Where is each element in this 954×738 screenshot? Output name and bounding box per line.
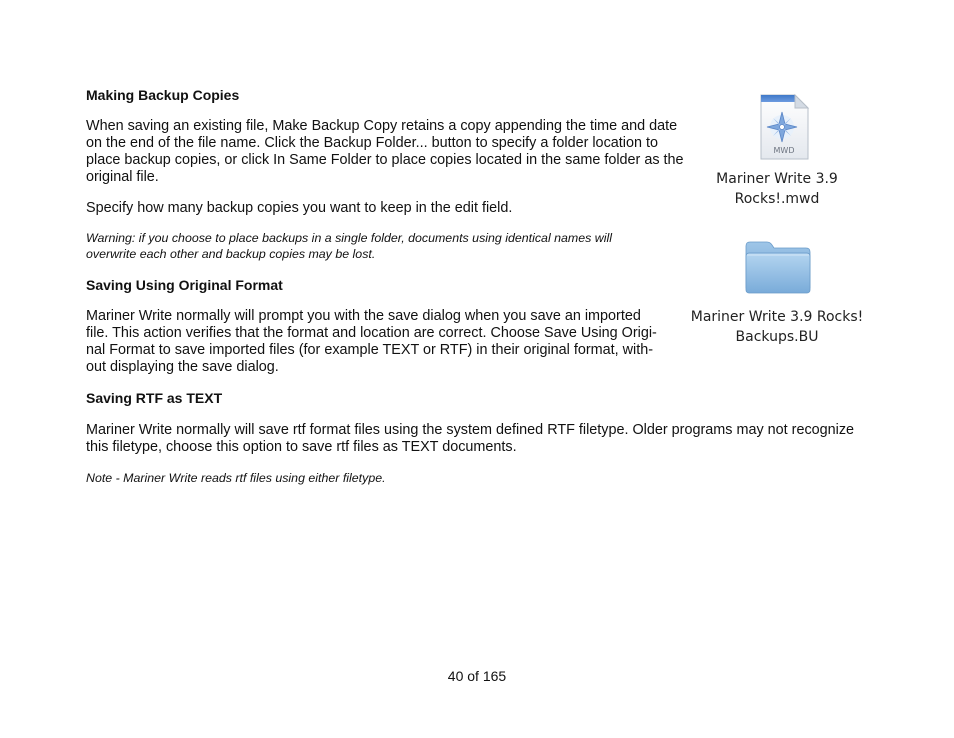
caption-line: Backups.BU (735, 329, 819, 345)
rtf-note: Note - Mariner Write reads rtf files using either filetype. (86, 471, 386, 485)
text-line: out displaying the save dialog. (86, 359, 279, 375)
folder-icon (743, 240, 813, 296)
text-line: this filetype, choose this option to save rtf files as TEXT documents. (86, 439, 517, 455)
page-number: 40 of 165 (447, 668, 507, 684)
warning-note (86, 230, 612, 262)
mwd-document-icon (758, 93, 810, 161)
caption-line: Mariner Write 3.9 Rocks! (690, 309, 864, 325)
text-line: overwrite each other and backup copies may be lost. (86, 247, 376, 261)
caption-line: Rocks!.mwd (734, 191, 820, 207)
text-line: on the end of the file name. Click the Backup Folder... button to specify a folder location to (86, 135, 658, 151)
text-line: file. This action verifies that the format and location are correct. Choose Save Using Origi- (86, 325, 657, 341)
heading-saving-original-format: Saving Using Original Format (86, 277, 283, 293)
paragraph-backup-copies (86, 118, 684, 186)
heading-making-backup-copies: Making Backup Copies (86, 87, 240, 103)
heading-saving-rtf-as-text: Saving RTF as TEXT (86, 390, 223, 406)
text-line: Warning: if you choose to place backups in a single folder, documents using identical names will (86, 231, 612, 245)
text-line: original file. (86, 169, 159, 185)
text-line: nal Format to save imported files (for example TEXT or RTF) in their original format, with- (86, 342, 654, 358)
folder-icon-caption (684, 307, 870, 347)
mwd-badge-label: MWD (773, 146, 795, 155)
text-line: When saving an existing file, Make Backup Copy retains a copy appending the time and date (86, 118, 678, 134)
text-line: Mariner Write normally will save rtf format files using the system defined RTF filetype. Older programs may not recognize (86, 422, 855, 438)
paragraph-original-format (86, 308, 657, 376)
text-line: place backup copies, or click In Same Folder to place copies located in the same folder as the (86, 152, 684, 168)
paragraph-backup-count: Specify how many backup copies you want to keep in the edit field. (86, 200, 513, 216)
paragraph-rtf-as-text (86, 422, 854, 456)
file-icon-caption (694, 169, 860, 209)
caption-line: Mariner Write 3.9 (716, 171, 838, 187)
text-line: Mariner Write normally will prompt you with the save dialog when you save an imported (86, 308, 641, 324)
